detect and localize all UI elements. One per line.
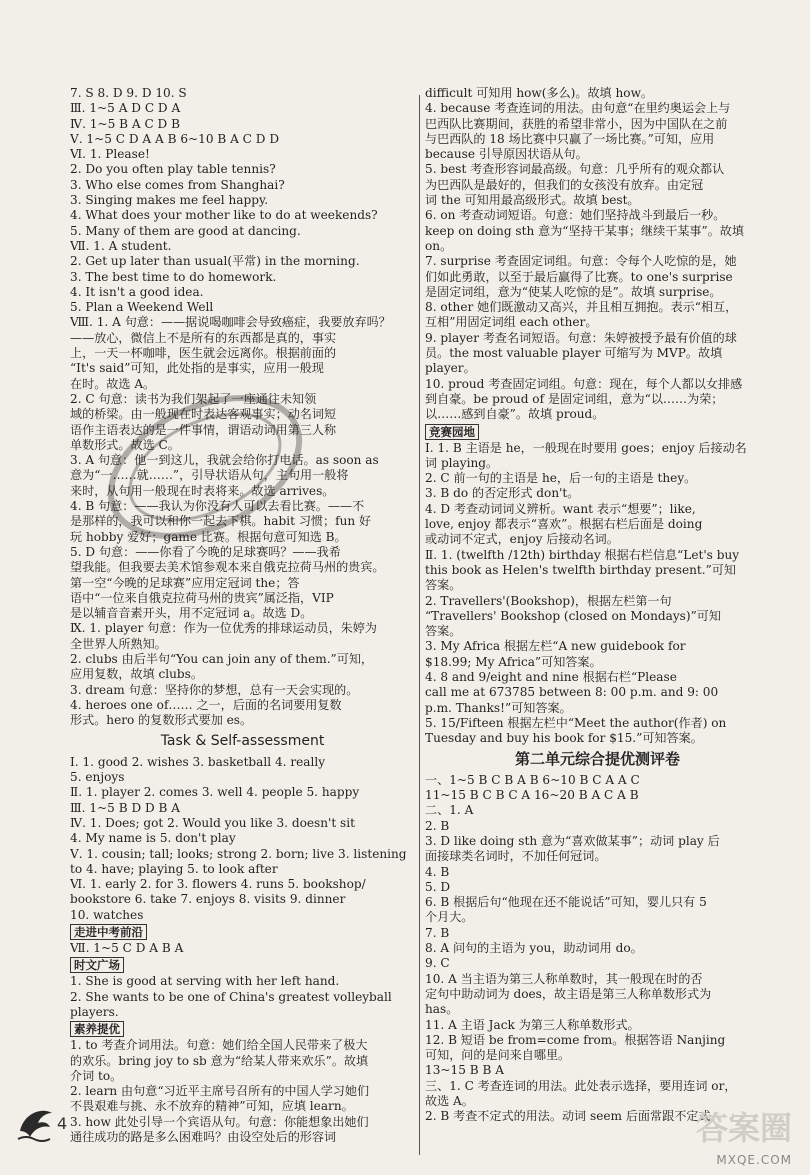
answer-line: Ⅱ. 1. player 2. comes 3. well 4. people 5. happy <box>70 785 360 800</box>
answer-line: 到自豪。be proud of 是固定词组，意为“以……为荣； <box>425 391 724 406</box>
answer-line: 9. player 考查名词短语。句意：朱婷被授予最有价值的球 <box>425 330 737 345</box>
answer-line: 8. A 问句的主语为 you，助动词用 do。 <box>425 941 643 956</box>
answer-line: Ⅶ. 1. A student. <box>70 238 172 253</box>
answer-line: 2. clubs 由后半句“You can join any of them.”可知， <box>70 651 374 666</box>
answer-line: 是固定词组，意为“使某人吃惊的是”。故填 surprise。 <box>425 284 722 299</box>
answer-line: $18.99; My Africa”可知答案。 <box>425 654 602 669</box>
answer-line: 是那样的，我可以和你一起去下棋。habit 习惯；fun 好 <box>70 514 372 529</box>
answer-line: 单数形式。故选 C。 <box>70 437 180 452</box>
answer-line: 3. Singing makes me feel happy. <box>70 193 269 208</box>
answer-line: this book as Helen's twelfth birthday present.”可知 <box>425 562 736 577</box>
answer-line: 玩 hobby 爱好；game 比赛。根据句意可知选 B。 <box>70 529 347 544</box>
answer-line: 语中“一位来自俄克拉荷马州的贵宾”属泛指，VIP <box>70 590 334 605</box>
answer-line: 巴西队比赛期间，获胜的希望非常小，因为中国队在之前 <box>425 116 728 131</box>
left-answer-lines <box>70 86 415 728</box>
exam-section-label: 走进中考前沿 <box>70 924 147 940</box>
answer-line: Ⅱ. 1. (twelfth /12th) birthday 根据右栏信息“Let's buy <box>425 547 740 562</box>
exam-answer-line: Ⅶ. 1~5 C D A B A <box>70 941 184 956</box>
answer-line: has。 <box>425 1002 459 1017</box>
answer-line: 三、1. C 考查连词的用法。此处表示选择，要用连词 or， <box>425 1078 737 1093</box>
answer-line: bookstore 6. take 7. enjoys 8. visits 9. dinner <box>70 892 346 907</box>
answer-line: 1. to 考查介词用法。句意：她们给全国人民带来了极大 <box>70 1038 368 1053</box>
answer-line: 4. It isn't a good idea. <box>70 284 204 299</box>
answer-line: 12. B 短语 be from=come from。根据答语 Nanjing <box>425 1032 726 1047</box>
answer-line: 7. surprise 考查固定词组。句意：令每个人吃惊的是，她 <box>425 254 737 269</box>
answer-line: 介词 to。 <box>70 1068 123 1083</box>
answer-line: 10. watches <box>70 907 144 922</box>
answer-line: 面接球类名词时，不加任何冠词。 <box>425 849 607 864</box>
answer-line: 3. B do 的否定形式 don't。 <box>425 486 580 501</box>
left-column <box>70 86 415 1145</box>
answer-line: p.m. Thanks!”可知答案。 <box>425 700 572 715</box>
answer-line: “Travellers' Bookshop (closed on Mondays)”可知 <box>425 608 721 623</box>
answer-line: 4. B 句意：——我认为你没有人可以去看比赛。——不 <box>70 499 365 514</box>
answer-line: 来时，从句用一般现在时表将来。故选 arrives。 <box>70 483 335 498</box>
answer-line: 的欢乐。bring joy to sb 意为“给某人带来欢乐”。故填 <box>70 1053 369 1068</box>
answer-line: Ⅲ. 1~5 A D C D A <box>70 101 181 116</box>
answer-line: 13~15 B B A <box>425 1063 504 1078</box>
answer-line: 10. proud 考查固定词组。句意：现在，每个人都以女排感 <box>425 376 743 391</box>
answer-line: 域的桥梁。由一般现在时表达客观事实；动名词短 <box>70 407 337 422</box>
contest-section-label: 竞赛园地 <box>425 424 479 440</box>
answer-line: 或动词不定式，enjoy 后接动名词。 <box>425 532 619 547</box>
answer-line: players. <box>70 1004 119 1019</box>
answer-line: 定句中助动词为 does，故主语是第三人称单数形式为 <box>425 986 712 1001</box>
answer-line: 在时。故选 A。 <box>70 376 156 391</box>
answer-line: 第一空“今晚的足球赛”应用定冠词 the；答 <box>70 575 300 590</box>
answer-line: 2. B <box>425 818 450 833</box>
answer-line: 一、1~5 B C B A B 6~10 B C A A C <box>425 772 640 787</box>
answer-line: Ⅸ. 1. player 句意：作为一位优秀的排球运动员，朱婷为 <box>70 621 377 636</box>
answer-line: 4. B <box>425 864 450 879</box>
answer-line: 故选 A。 <box>425 1094 474 1108</box>
task-answer-lines <box>70 755 415 923</box>
answer-line: 7. S 8. D 9. D 10. S <box>70 86 187 100</box>
answer-line: 2. B 考查不定式的用法。动词 seem 后面常跟不定式 <box>425 1109 711 1124</box>
answer-line: Ⅰ. 1. good 2. wishes 3. basketball 4. really <box>70 754 326 769</box>
answer-line: 5. Plan a Weekend Well <box>70 300 214 315</box>
task-heading: Task & Self-assessment <box>160 733 325 750</box>
answer-line: 10. A 当主语为第三人称单数时，其一般现在时的否 <box>425 971 703 986</box>
watermark-logo: 答案圈 <box>695 1109 792 1147</box>
column-divider <box>419 95 420 1155</box>
news-section-label: 时文广场 <box>70 957 124 973</box>
right-answer-lines <box>425 86 770 423</box>
answer-line: 1. She is good at serving with her left hand. <box>70 974 340 989</box>
unit-test-heading: 第二单元综合提优测评卷 <box>514 750 680 769</box>
dolphin-logo-icon <box>14 1101 58 1145</box>
answer-line: 二、1. A <box>425 803 474 818</box>
answer-line: 11. A 主语 Jack 为第三人称单数形式。 <box>425 1017 640 1032</box>
answer-line: Ⅳ. 1~5 B A C D B <box>70 116 180 131</box>
answer-line: 3. how 此处引导一个宾语从句。句意：你能想象出她们 <box>70 1114 369 1129</box>
answer-line: 4. What does your mother like to do at weekends? <box>70 208 378 223</box>
answer-line: 3. My Africa 根据左栏“A new guidebook for <box>425 639 686 654</box>
page-number: 4 <box>57 1114 68 1133</box>
answer-line: because 引导原因状语从句。 <box>425 147 588 162</box>
answer-line: 5. D <box>425 879 451 894</box>
answer-line: 全世界人所熟知。 <box>70 636 167 651</box>
answer-line: 8. other 她们既激动又高兴，并且相互拥抱。表示“相互， <box>425 300 738 315</box>
news-answer-lines <box>70 974 415 1020</box>
answer-line: Ⅵ. 1. Please! <box>70 147 150 162</box>
answer-line: 11~15 B C B C A 16~20 B A C A B <box>425 788 639 803</box>
answer-line: 2. C 前一句的主语是 he，后一句的主语是 they。 <box>425 471 697 486</box>
answer-line: 6. B 根据后句“他现在还不能说话”可知，婴儿只有 5 <box>425 895 707 910</box>
answer-line: Ⅴ. 1. cousin; tall; looks; strong 2. born; live 3. listening <box>70 846 407 861</box>
answer-line: 以……感到自豪”。故填 proud。 <box>425 407 605 422</box>
answer-line: 与巴西队的 18 场比赛中只赢了一场比赛。”可知，应用 <box>425 131 715 146</box>
answer-line: 应用复数，故填 clubs。 <box>70 667 203 682</box>
answer-line: to 4. have; playing 5. to look after <box>70 861 278 876</box>
answer-line: 不畏艰难与挑、永不放弃的精神”可知，应填 learn。 <box>70 1099 354 1114</box>
answer-line: Tuesday and buy his book for $15.”可知答案。 <box>425 731 703 746</box>
answer-line: Ⅳ. 1. Does; got 2. Would you like 3. doesn't sit <box>70 815 355 830</box>
answer-line: on。 <box>425 238 453 253</box>
answer-line: 望我能。但我要去美术馆参观本来自俄克拉荷马州的贵宾。 <box>70 560 385 575</box>
answer-line: 4. 8 and 9/eight and nine 根据右栏“Please <box>425 669 677 684</box>
answer-line: 可知，问的是问来自哪里。 <box>425 1048 571 1063</box>
unit-answer-lines <box>425 773 770 1125</box>
answer-line: 4. because 考查连词的用法。由句意“在里约奥运会上与 <box>425 101 731 116</box>
answer-line: 5. enjoys <box>70 770 125 785</box>
answer-line: Ⅵ. 1. early 2. for 3. flowers 4. runs 5. bookshop/ <box>70 877 366 892</box>
answer-line: 员。the most valuable player 可缩写为 MVP。故填 <box>425 346 723 361</box>
answer-line: 2. C 句意：读书为我们架起了一座通往未知领 <box>70 391 317 406</box>
answer-line: 9. C <box>425 956 450 971</box>
answer-line: 上，一天一杯咖啡，医生就会远离你。根据前面的 <box>70 346 337 361</box>
answer-line: 3. Who else comes from Shanghai? <box>70 177 285 192</box>
answer-line: 4. heroes one of…… 之一，后面的名词要用复数 <box>70 697 342 712</box>
answer-line: 是以辅音音素开头，用不定冠词 a。故选 D。 <box>70 606 313 621</box>
answer-line: 词 playing。 <box>425 455 499 470</box>
right-column <box>425 86 770 1125</box>
answer-line: call me at 673785 between 8: 00 p.m. and 9: 00 <box>425 685 719 700</box>
answer-line: ——放心，微信上不是所有的东西都是真的，事实 <box>70 330 337 345</box>
answer-line: 答案。 <box>425 624 462 639</box>
answer-line: 5. best 考查形容词最高级。句意：几乎所有的观众都认 <box>425 162 725 177</box>
answer-line: 5. Many of them are good at dancing. <box>70 223 301 238</box>
answer-line: 3. A 句意：他一到这儿，我就会给你打电话。as soon as <box>70 453 379 468</box>
answer-line: “It's said”可知，此处指的是事实，应用一般现 <box>70 361 324 376</box>
answer-line: 3. D like doing sth 意为“喜欢做某事”；动词 play 后 <box>425 833 720 848</box>
answer-line: 词 the 可知用最高级形式。故填 best。 <box>425 193 640 208</box>
answer-line: Ⅰ. 1. B 主语是 he，一般现在时要用 goes；enjoy 后接动名 <box>425 440 747 455</box>
answer-line: 7. B <box>425 925 450 940</box>
quality-section-label: 素养提优 <box>70 1021 124 1037</box>
answer-line: player。 <box>425 361 476 376</box>
answer-line: 形式。hero 的复数形式要加 es。 <box>70 713 253 728</box>
answer-line: 语作主语表达的是一件事情，谓语动词用第三人称 <box>70 422 337 437</box>
answer-line: Ⅲ. 1~5 B D D B A <box>70 800 180 815</box>
answer-line: 3. dream 句意：坚持你的梦想，总有一天会实现的。 <box>70 682 359 697</box>
answer-line: love, enjoy 都表示“喜欢”。根据右栏后面是 doing <box>425 517 703 532</box>
answer-line: 2. learn 由句意“习近平主席号召所有的中国人学习她们 <box>70 1084 370 1099</box>
answer-line: 2. Get up later than usual(平常) in the morning. <box>70 254 360 269</box>
contest-answer-lines <box>425 441 770 747</box>
answer-line: 2. Travellers'(Bookshop)，根据左栏第一句 <box>425 593 672 608</box>
answer-line: keep on doing sth 意为“坚持干某事；继续干某事”。故填 <box>425 223 744 238</box>
answer-line: Ⅴ. 1~5 C D A A B 6~10 B A C D D <box>70 131 280 146</box>
answer-line: 个月大。 <box>425 910 474 925</box>
answer-line: 意为“一……就……”，引导状语从句，主句用一般将 <box>70 468 349 483</box>
answer-line: 2. Do you often play table tennis? <box>70 162 276 177</box>
watermark-url: MXQE.COM <box>716 1153 792 1167</box>
answer-line: 6. on 考查动词短语。句意：她们坚持战斗到最后一秒。 <box>425 208 726 223</box>
answer-line: 4. D 考查动词词义辨析。want 表示“想要”；like, <box>425 501 696 516</box>
answer-line: 答案。 <box>425 578 462 593</box>
answer-line: 5. D 句意：——你看了今晚的足球赛吗？——我希 <box>70 544 341 559</box>
answer-line: 为巴西队是最好的，但我们的女孩没有放弃。由定冠 <box>425 177 704 192</box>
quality-answer-lines <box>70 1038 415 1145</box>
answer-line: 互相”用固定词组 each other。 <box>425 315 598 330</box>
answer-line: Ⅷ. 1. A 句意：——据说喝咖啡会导致癌症，我要放弃吗？ <box>70 315 391 330</box>
answer-line: 4. My name is 5. don't play <box>70 831 236 846</box>
answer-line: 通往成功的路是多么困难吗？由设空处后的形容词 <box>70 1130 337 1144</box>
answer-line: 们如此勇敢，以至于最后赢得了比赛。to one's surprise <box>425 269 733 284</box>
answer-line: 3. The best time to do homework. <box>70 269 277 284</box>
answer-line: 2. She wants to be one of China's greatest volleyball <box>70 989 392 1004</box>
answer-line: difficult 可知用 how(多么)。故填 how。 <box>425 86 654 100</box>
answer-line: 5. 15/Fifteen 根据左栏中“Meet the author(作者) on <box>425 715 727 730</box>
